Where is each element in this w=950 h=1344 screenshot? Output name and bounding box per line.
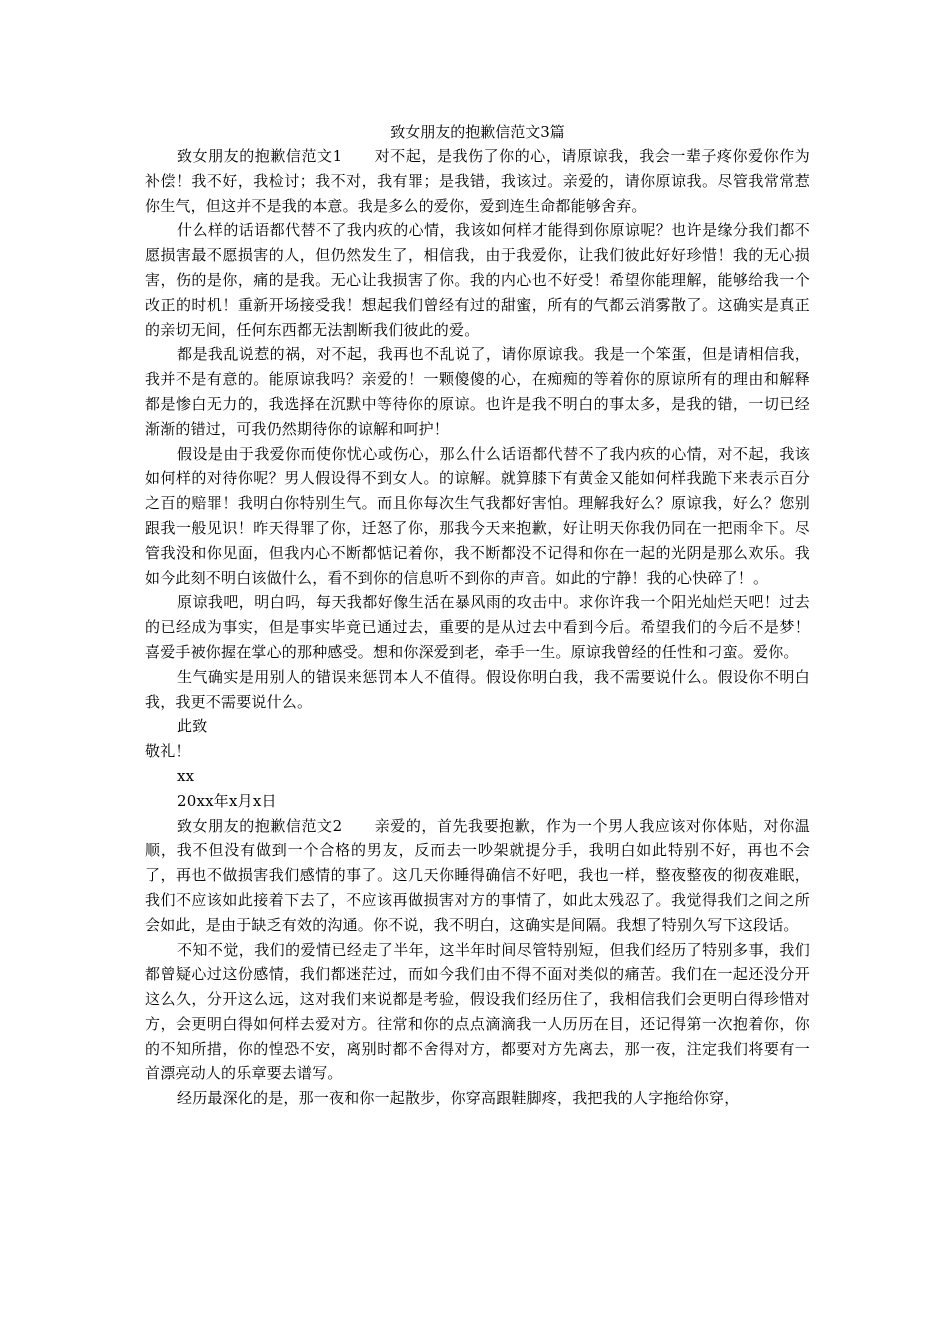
letter1-paragraph: 都是我乱说惹的祸，对不起，我再也不乱说了，请你原谅我。我是一个笨蛋，但是请相信我，我并不是有意的。能原谅我吗？亲爱的！一颗傻傻的心，在痴痴的等着你的原谅所有的理由和解释都是惨白无力的，我选择在沉默中等待你的原谅。也许是我不明白的事太多，是我的错，一切已经渐渐的错过，可我仍然期待你的谅解和呵护！ — [145, 345, 810, 438]
letter1-opening-text: 对不起，是我伤了你的心，请原谅我，我会一辈子疼你爱你作为补偿！我不好，我检讨；我不对，我有罪；是我错，我该过。亲爱的，请你原谅我。尽管我常常惹你生气，但这并不是我的本意。我是多么的爱你，爱到连生命都能够舍弃。 — [145, 147, 810, 215]
letter2-paragraph: 经历最深化的是，那一夜和你一起散步，你穿高跟鞋脚疼，我把我的人字拖给你穿， — [177, 1089, 740, 1108]
document-page — [145, 120, 810, 1111]
letter1-salute: 敬礼！ — [145, 742, 191, 761]
letter1-paragraph: 生气确实是用别人的错误来惩罚本人不值得。假设你明白我，我不需要说什么。假设你不明白我，我更不需要说什么。 — [145, 667, 810, 711]
letter2-opening-text: 亲爱的，首先我要抱歉，作为一个男人我应该对你体贴，对你温顺，我不但没有做到一个合格的男友，反而去一吵架就提分手，我明白如此特别不好，再也不会了，再也不做损害我们感情的事了。这几天你睡得确信不好吧，我也一样，整夜整夜的彻夜难眠，我们不应该如此接着下去了，不应该再做损害对方的事情了，如此太残忍了。我觉得我们之间之所会如此，是由于缺乏有效的沟通。你不说，我不明白，这确实是间隔。我想了特别久写下这段话。 — [145, 816, 810, 934]
letter1-date: 20xx年x月x日 — [177, 791, 277, 810]
letter1-paragraph: 假设是由于我爱你而使你忧心或伤心，那么什么话语都代替不了我内疚的心情，对不起，我该如何样的对待你呢？男人假设得不到女人。的谅解。就算膝下有黄金又能如何样我跪下来表示百分之百的赔罪！我明白你特别生气。而且你每次生气我都好害怕。理解我好么？原谅我，好么？您别跟我一般见识！昨天得罪了你，迁怒了你，那我今天来抱歉，好让明天你我仍同在一把雨伞下。尽管我没和你见面，但我内心不断都惦记着你，我不断都没不记得和你在一起的光阴是那么欢乐。我如今此刻不明白该做什么，看不到你的信息听不到你的声音。如此的宁静！我的心快碎了！。 — [145, 444, 810, 587]
letter2-opening-paragraph — [145, 814, 810, 938]
letter1-heading: 致女朋友的抱歉信范文1 — [177, 147, 343, 165]
letter1-paragraph: 原谅我吧，明白吗，每天我都好像生活在暴风雨的攻击中。求你许我一个阳光灿烂天吧！过去的已经成为事实，但是事实毕竟已通过去，重要的是从过去中看到今后。希望我们的今后不是梦！喜爱手被你握在掌心的那种感受。想和你深爱到老，牵手一生。原谅我曾经的任性和刁蛮。爱你。 — [145, 593, 810, 661]
letter1-paragraph: 什么样的话语都代替不了我内疚的心情，我该如何样才能得到你原谅呢？也许是缘分我们都不愿损害最不愿损害的人，但仍然发生了，相信我，由于我爱你，让我们彼此好好珍惜！我的无心损害，伤的是你，痛的是我。无心让我损害了你。我的内心也不好受！希望你能理解，能够给我一个改正的时机！重新开场接受我！想起我们曾经有过的甜蜜，所有的气都云消雾散了。这确实是真正的亲切无间，任何东西都无法割断我们彼此的爱。 — [145, 221, 810, 339]
letter1-closing: 此致 — [177, 717, 208, 736]
letter1-signature: xx — [177, 766, 195, 785]
document-title: 致女朋友的抱歉信范文3篇 — [390, 123, 565, 141]
letter2-heading: 致女朋友的抱歉信范文2 — [177, 816, 343, 835]
letter2-paragraph: 不知不觉，我们的爱情已经走了半年，这半年时间尽管特别短，但我们经历了特别多事，我们都曾疑心过这份感情，我们都迷茫过，而如今我们由不得不面对类似的痛苦。我们在一起还没分开这么久，分开这么远，这对我们来说都是考验，假设我们经历住了，我相信我们会更明白得珍惜对方，会更明白得如何样去爱对方。往常和你的点点滴滴我一人历历在目，还记得第一次抱着你，你的不知所措，你的惶恐不安，离别时都不舍得对方，都要对方先离去，那一夜，注定我们将要有一首漂亮动人的乐章要去谱写。 — [145, 940, 810, 1083]
letter1-opening-paragraph — [145, 144, 810, 218]
